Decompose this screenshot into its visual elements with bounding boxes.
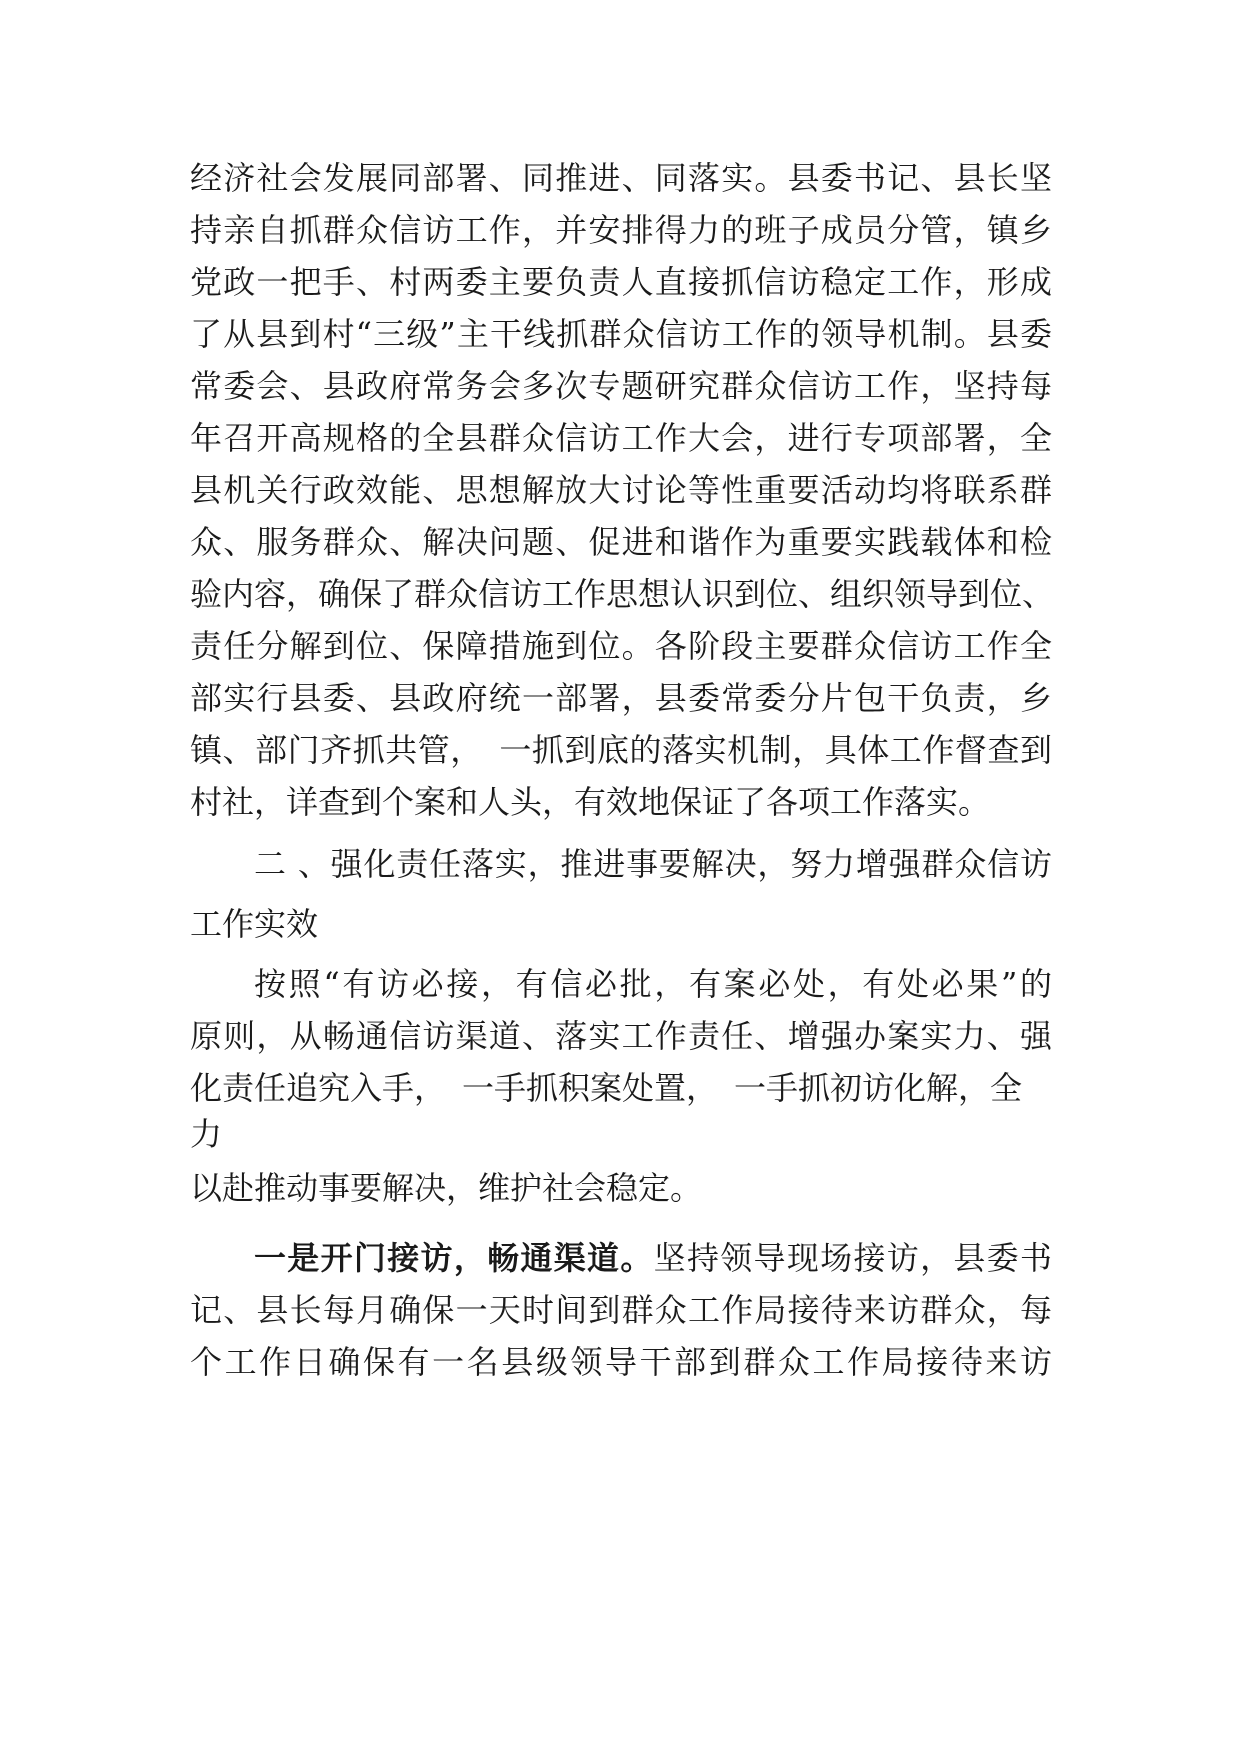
paragraph-2-line-1: 按照“有访必接，有信必批，有案必处，有处必果”的 (254, 965, 1052, 1003)
paragraph-1-line-12: 镇、部门齐抓共管， 一抓到底的落实机制，具体工作督查到 (190, 731, 1052, 769)
paragraph-1-line-10: 责任分解到位、保障措施到位。各阶段主要群众信访工作全 (190, 627, 1052, 665)
paragraph-1-line-1: 经济社会发展同部署、同推进、同落实。县委书记、县长坚 (190, 159, 1052, 197)
paragraph-3-line-1 (190, 1238, 1052, 1278)
section-heading-line-1: 二 、强化责任落实，推进事要解决，努力增强群众信访 (254, 845, 1052, 883)
section-heading-line-2: 工作实效 (190, 905, 319, 943)
paragraph-1-line-8: 众、服务群众、解决问题、促进和谐作为重要实践载体和检 (190, 523, 1052, 561)
paragraph-1-line-9: 验内容，确保了群众信访工作思想认识到位、组织领导到位、 (190, 575, 1055, 613)
paragraph-3-line-3: 个工作日确保有一名县级领导干部到群众工作局接待来访 (190, 1343, 1052, 1381)
paragraph-1-line-3: 党政一把手、村两委主要负责人直接抓信访稳定工作，形成 (190, 263, 1052, 301)
paragraph-2-line-3: 化责任追究入手， 一手抓积案处置， 一手抓初访化解，全 (190, 1069, 1023, 1107)
paragraph-1-line-2: 持亲自抓群众信访工作，并安排得力的班子成员分管，镇乡 (190, 211, 1052, 249)
paragraph-1-line-11: 部实行县委、县政府统一部署，县委常委分片包干负责，乡 (190, 679, 1052, 717)
paragraph-1-line-4: 了从县到村“三级”主干线抓群众信访工作的领导机制。县委 (190, 315, 1052, 353)
paragraph-3-line-2: 记、县长每月确保一天时间到群众工作局接待来访群众，每 (190, 1291, 1052, 1329)
paragraph-3-line-1-rest: 坚持领导现场接访，县委书 (653, 1239, 1052, 1277)
paragraph-1-line-6: 年召开高规格的全县群众信访工作大会，进行专项部署，全 (190, 419, 1052, 457)
paragraph-1-line-13: 村社，详查到个案和人头，有效地保证了各项工作落实。 (190, 783, 991, 821)
paragraph-2-line-4: 力 (190, 1115, 223, 1153)
paragraph-1-line-5: 常委会、县政府常务会多次专题研究群众信访工作，坚持每 (190, 367, 1052, 405)
paragraph-2-line-5: 以赴推动事要解决，维护社会稳定。 (190, 1169, 703, 1207)
paragraph-3-lead: 一是开门接访，畅通渠道。 (254, 1239, 654, 1277)
paragraph-1-line-7: 县机关行政效能、思想解放大讨论等性重要活动均将联系群 (190, 471, 1052, 509)
paragraph-2-line-2: 原则，从畅通信访渠道、落实工作责任、增强办案实力、强 (190, 1017, 1052, 1055)
